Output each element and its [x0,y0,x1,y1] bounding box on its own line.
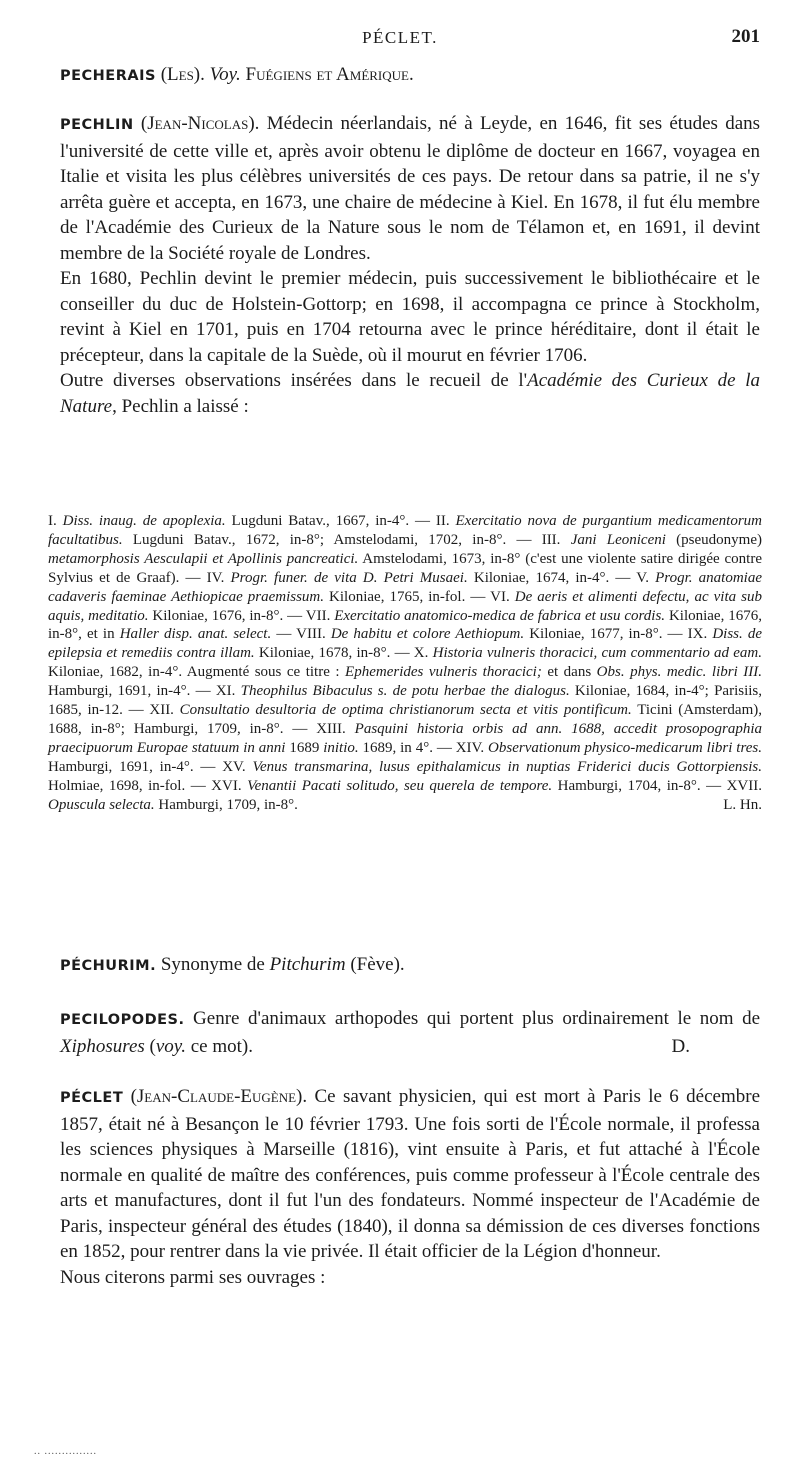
bibliography-segment: Jani Leoniceni [570,531,666,548]
bibliography-segment: metamorphosis Aesculapii et Apollinis pancreatici. [48,550,359,567]
bibliography-segment: Opuscula selecta. [48,796,155,813]
pechlin-bibliography [48,512,762,815]
bibliography-segment: Exercitatio nova de purgantium medicamentorum facultatibus. [48,513,763,548]
bibliography-segment: Lugduni Batav., 1672, in-8°; Amstelodami, 1702, in-8°. — III. [122,531,571,548]
pechlin-para3-a: Outre diverses observations insérées dans le recueil de l' [60,370,528,391]
bibliography-segment: Observationum physico-medicarum libri tres. [488,739,763,756]
bibliography-segment: — VIII. [271,626,331,643]
pecilopodes-text-a: Genre d'animaux arthopodes qui portent plus ordinairement le nom de [193,1008,761,1029]
pechlin-para3-italic: Académie des Curieux de la Nature [60,370,760,417]
headword-pechurim: PÉCHURIM. [60,958,157,974]
bibliography-segment: Exercitatio anatomico-medica de fabrica et usu cordis. [334,607,666,624]
pechlin-para2: En 1680, Pechlin devint le premier médecin, puis successivement le bibliothécaire et le conseiller du duc de Holstein-Gottorp; en 1698, il accompagna ce prince à Stockholm, revint à Kiel en 1701, puis en 1704 retourna avec le prince héréditaire, dont il était le précepteur, dans la capitale de la Suède, où il mourut en février 1706. [60,268,760,366]
running-head [0,26,800,54]
bibliography-segment: Ephemerides vulneris thoracici; [345,664,542,681]
bibliography-segment: I. [48,513,63,529]
bibliography-segment: Diss. inaug. de apoplexia. [62,513,226,529]
bibliography-segment: Kiloniae, 1765, in-fol. — VI. [324,588,515,605]
pecilopodes-italic-1: Xiphosures [60,1035,145,1057]
bibliography-segment: Haller disp. anat. select. [119,626,272,643]
pecilopodes-text-b: ( [144,1035,156,1057]
pecherais-crossref: Fuégiens et Amérique. [245,64,414,85]
entry-pecilopodes [60,1006,760,1059]
bibliography-segment: Kiloniae, 1682, in-4°. Augmenté sous ce titre : [48,664,346,681]
bibliography-segment: De habitu et colore Aethiopum. [330,626,525,643]
headword-pechlin: PECHLIN [60,117,134,133]
bibliography-segment: Holmiae, 1698, in-fol. — XVI. [48,777,248,794]
bibliography-segment: 1689, in 4°. — XIV. [358,739,489,756]
bibliography-segment: Consultatio desultoria de optima christianorum secta et vitis pontificum. [179,702,632,719]
entry-peclet [60,1084,760,1290]
pecherais-paren: (Les). [160,64,205,85]
bibliography-segment: De aeris et alimenti defectu, ac vita sub aquis, meditatio. [48,588,762,624]
bibliography-segment: Hamburgi, 1691, in-4°. — XI. [48,683,241,700]
pecilopodes-signature: D. [671,1035,690,1057]
bibliography-segment: Progr. anatomiae cadaveris faeminae Aethiopicae praemissum. [48,569,762,605]
bibliography-segment: 1689 [285,739,324,756]
bibliography-segment: initio. [323,739,359,756]
page-number: 201 [731,26,760,47]
bibliography-segment: Pasquini historia orbis ad ann. 1688, accedit prosopographia praecipuorum Europae statuum in anni [48,720,762,756]
bibliography-segment: Kiloniae, 1684, in-4°; Parisiis, 1685, in-12. — XII. [48,683,762,719]
bibliography-segment: Venus transmarina, lusus epithalamicus in nuptias Friderici ducis Gottorpiensis. [252,758,762,775]
pechlin-signature: L. Hn. [723,796,762,813]
entry-pechurim [60,952,760,980]
running-head-title: PÉCLET. [362,28,438,47]
bibliography-segment: Theophilus Bibaculus s. de potu herbae the dialogus. [240,683,570,700]
bibliography-segment: Hamburgi, 1709, in-8°. [154,796,298,813]
pechurim-text-b: (Fève). [345,954,405,975]
pecilopodes-italic-2: voy. [155,1035,186,1057]
pechurim-text-a: Synonyme de [160,954,270,975]
bibliography-segment: Kiloniae, 1677, in-8°. — IX. [524,626,713,643]
bibliography-segment: Historia vulneris thoracici, cum commentario ad eam. [432,645,762,662]
bibliography-segment: Kiloniae, 1674, in-4°. — V. [467,569,656,586]
bibliography-segment: (pseudonyme) [665,531,762,548]
bibliography-segment: Kiloniae, 1676, in-8°. — VII. [148,607,335,624]
bibliography-segment: Progr. funer. de vita D. Petri Musaei. [230,569,468,586]
peclet-para1: Ce savant physicien, qui est mort à Paris le 6 décembre 1857, était né à Besançon le 10 février 1793. Une fois sorti de l'École normale, il professa les sciences physiques à Marseille (1816), vint ensuite à Paris, et fut attaché à l'École normale en qualité de maître des conférences, puis comme professeur à l'École centrale des arts et manufactures, dont il fut l'un des fondateurs. Nommé inspecteur de l'Académie de Paris, inspecteur général des études (1840), il donna sa démission de ces diverses fonctions en 1852, pour rentrer dans la vie privée. Il était officier de la Légion d'honneur. [60,1086,761,1262]
bibliography-segment: Hamburgi, 1691, in-4°. — XV. [48,758,253,775]
headword-peclet: PÉCLET [60,1090,124,1106]
pechlin-para1: Médecin néerlandais, né à Leyde, en 1646, fit ses études dans l'université de cette ville et, après avoir obtenu le diplôme de docteur en 1667, voyagea en Italie et visita les plus célèbres universités de ces pays. De retour dans sa patrie, il ne s'y arrêta guère et accepta, en 1673, une chaire de médecine à Kiel. En 1678, il fut élu membre de l'Académie des Curieux de la Nature sous le nom de Télamon et, en 1691, il devint membre de la Société royale de Londres. [60,113,761,264]
pecherais-voy: Voy. [209,64,241,85]
bibliography-segment: Obs. phys. medic. libri III. [596,664,762,681]
bibliography-text [48,513,762,813]
peclet-para2: Nous citerons parmi ses ouvrages : [60,1266,326,1288]
entry-pecherais [60,62,760,90]
bibliography-segment: Diss. de epilepsia et remediis contra illam. [48,626,763,662]
bibliography-segment: Kiloniae, 1678, in-8°. — X. [254,645,433,662]
headword-pecilopodes: PECILOPODES. [60,1012,185,1028]
bibliography-segment: Hamburgi, 1704, in-8°. — XVII. [552,777,762,794]
peclet-names: (Jean-Claude-Eugène). [130,1086,308,1107]
bibliography-segment: Kiloniae, 1676, in-8°, et in [48,607,762,643]
headword-pecherais: PECHERAIS [60,68,156,84]
entry-pechlin [60,111,760,419]
bibliography-segment: Ticini (Amsterdam), 1688, in-8°; Hamburgi, 1709, in-8°. — XIII. [48,702,762,737]
footer-dots: .. ............... [34,1446,97,1457]
pechurim-italic: Pitchurim [269,954,346,975]
pechlin-para3-b: , Pechlin a laissé : [112,395,249,417]
bibliography-segment: et dans [541,664,597,681]
bibliography-segment: Venantii Pacati solitudo, seu querela de tempore. [247,777,553,794]
pecilopodes-text-c: ce mot). [185,1035,253,1057]
bibliography-segment: Amstelodami, 1673, in-8° (c'est une violente satire dirigée contre Sylvius et de Graaf). — IV. [48,550,762,586]
pechlin-names: (Jean-Nicolas). [140,113,260,134]
bibliography-segment: Lugduni Batav., 1667, in-4°. — II. [225,513,456,529]
